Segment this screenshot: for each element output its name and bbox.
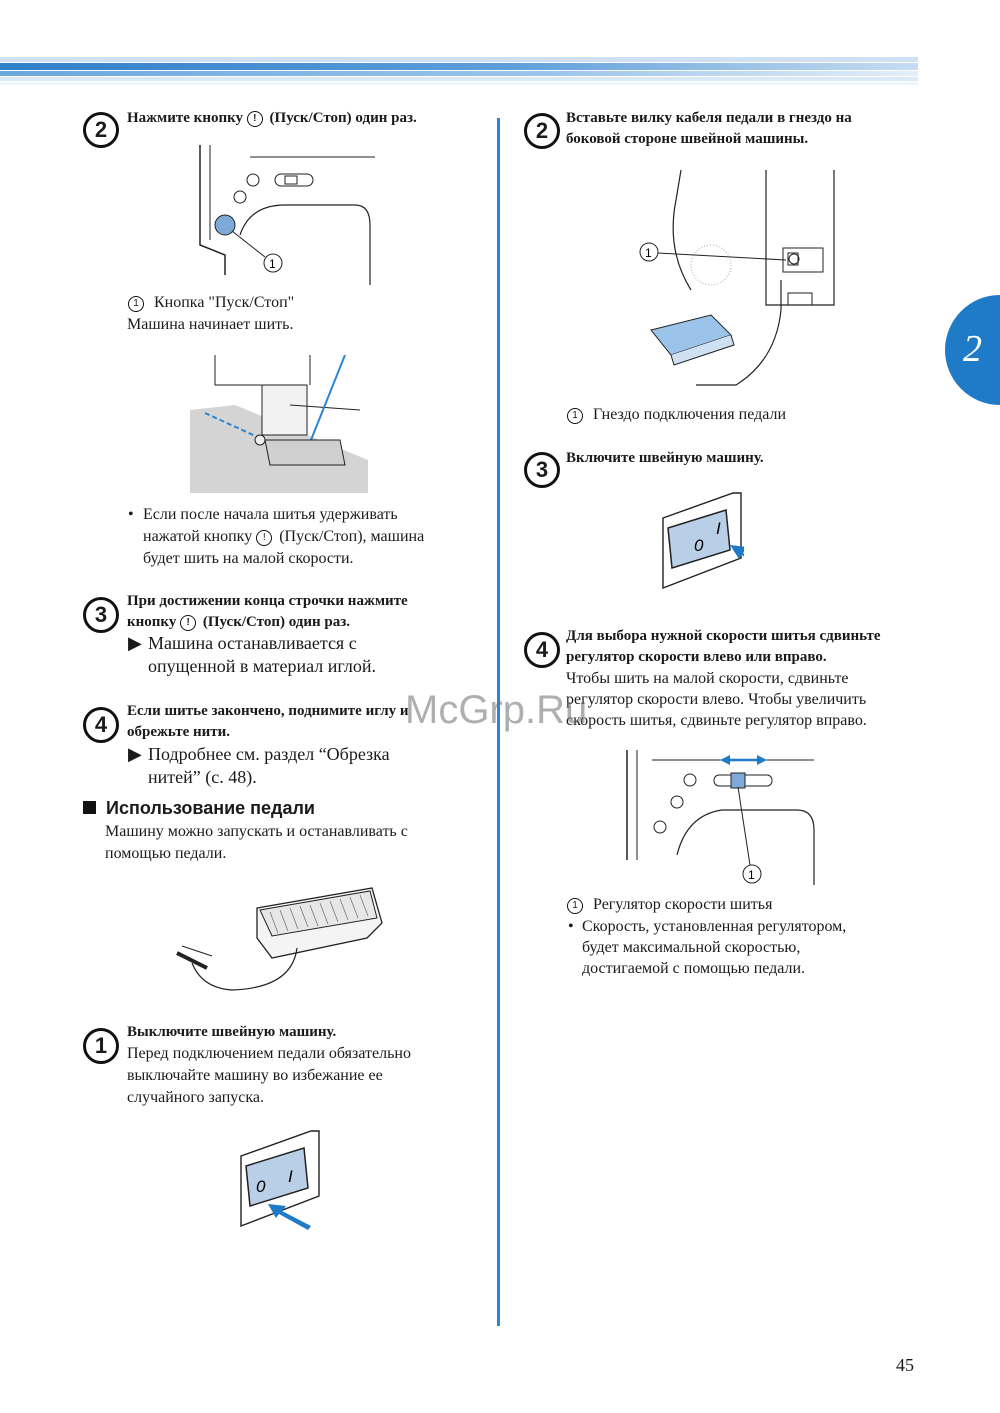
heading-square-icon (83, 801, 96, 814)
callout-number: 1 (567, 408, 583, 424)
step-description: скорость шитья, сдвиньте регулятор вправо. (566, 712, 867, 729)
section-description: Машину можно запускать и останавливать с (105, 823, 408, 840)
header-band (0, 71, 918, 76)
chapter-number: 2 (963, 328, 982, 370)
step-description: выключайте машину во избежание ее (127, 1067, 383, 1084)
start-stop-icon: ! (256, 530, 272, 546)
section-heading (83, 798, 315, 819)
power-switch-off-illustration (236, 1126, 324, 1232)
svg-text:1: 1 (269, 257, 276, 271)
result-text: нитей” (с. 48). (148, 767, 257, 787)
header-band (0, 82, 918, 85)
section-description: помощью педали. (105, 845, 227, 862)
note-text: будет шить на малой скорости. (143, 550, 354, 567)
step-number: 4 (524, 632, 560, 668)
pedal-jack-illustration (636, 170, 836, 395)
chapter-tab (945, 295, 1000, 405)
step-title (127, 611, 350, 633)
step-number: 2 (83, 112, 119, 148)
step-title (127, 107, 417, 129)
start-stop-button-illustration (195, 145, 380, 285)
presser-foot-illustration (190, 355, 370, 495)
callout-number: 1 (128, 296, 144, 312)
header-band (0, 57, 918, 62)
step-title-text: кнопку (127, 614, 177, 630)
note-text: Скорость, установленная регулятором, (582, 918, 847, 935)
step-title: регулятор скорости влево или вправо. (566, 649, 827, 665)
step-description: случайного запуска. (127, 1089, 265, 1106)
result-text: Подробнее см. раздел “Обрезка (148, 744, 390, 764)
step-title: При достижении конца строчки нажмите (127, 593, 408, 609)
step-description: регулятор скорости влево. Чтобы увеличить (566, 691, 867, 708)
step-number: 3 (83, 597, 119, 633)
step-title-text: (Пуск/Стоп) один раз. (202, 614, 351, 630)
header-band (0, 77, 918, 81)
svg-text:0: 0 (694, 536, 704, 555)
bullet-dot: • (568, 918, 574, 935)
note-text-part: (Пуск/Стоп), машина (279, 528, 425, 545)
step-number: 3 (524, 452, 560, 488)
bullet-dot: • (128, 506, 134, 523)
step-title: Для выбора нужной скорости шитья сдвиньте (566, 628, 881, 644)
callout-number: 1 (567, 898, 583, 914)
note-text (143, 526, 424, 548)
power-switch-on-illustration (658, 488, 744, 594)
note-text: Если после начала шитья удерживать (143, 506, 398, 523)
callout-label: Регулятор скорости шитья (593, 896, 773, 913)
result-text: опущенной в материал иглой. (148, 656, 377, 676)
step-title-text: Нажмите кнопку (127, 110, 244, 126)
svg-text:I: I (716, 519, 721, 538)
step-description: Чтобы шить на малой скорости, сдвиньте (566, 670, 849, 687)
note-text-part: нажатой кнопку (143, 528, 253, 545)
foot-controller-illustration (172, 878, 384, 1000)
section-heading-text: Использование педали (106, 798, 315, 818)
result-text: Машина останавливается с (148, 633, 357, 653)
step-title: обрежьте нити. (127, 724, 231, 740)
svg-text:0: 0 (256, 1177, 266, 1196)
callout-label: Гнездо подключения педали (593, 406, 787, 423)
note-text: будет максимальной скоростью, (582, 939, 801, 956)
start-stop-icon: ! (180, 615, 196, 631)
step-title: боковой стороне швейной машины. (566, 131, 809, 147)
step-number: 1 (83, 1028, 119, 1064)
step-title: Выключите швейную машину. (127, 1024, 337, 1040)
start-stop-icon: ! (247, 111, 263, 127)
note-text: достигаемой с помощью педали. (582, 960, 806, 977)
step-title: Включите швейную машину. (566, 450, 764, 466)
step-title: Если шитье закончено, поднимите иглу и (127, 703, 409, 719)
step-title: Вставьте вилку кабеля педали в гнездо на (566, 110, 852, 126)
triangle-arrow-icon: ▶ (128, 633, 142, 653)
step-number: 2 (524, 113, 560, 149)
step-description: Машина начинает шить. (127, 316, 294, 333)
header-band (0, 63, 918, 70)
callout-label: Кнопка "Пуск/Стоп" (154, 294, 295, 311)
triangle-arrow-icon: ▶ (128, 744, 142, 764)
step-number: 4 (83, 707, 119, 743)
speed-slider-illustration (622, 745, 818, 885)
watermark: McGrp.Ru (405, 688, 588, 732)
svg-text:1: 1 (748, 868, 755, 882)
svg-text:I: I (288, 1167, 293, 1186)
page-number: 45 (896, 1355, 914, 1375)
svg-text:1: 1 (645, 246, 652, 260)
step-title-text: (Пуск/Стоп) один раз. (269, 110, 417, 126)
step-description: Перед подключением педали обязательно (127, 1045, 411, 1062)
